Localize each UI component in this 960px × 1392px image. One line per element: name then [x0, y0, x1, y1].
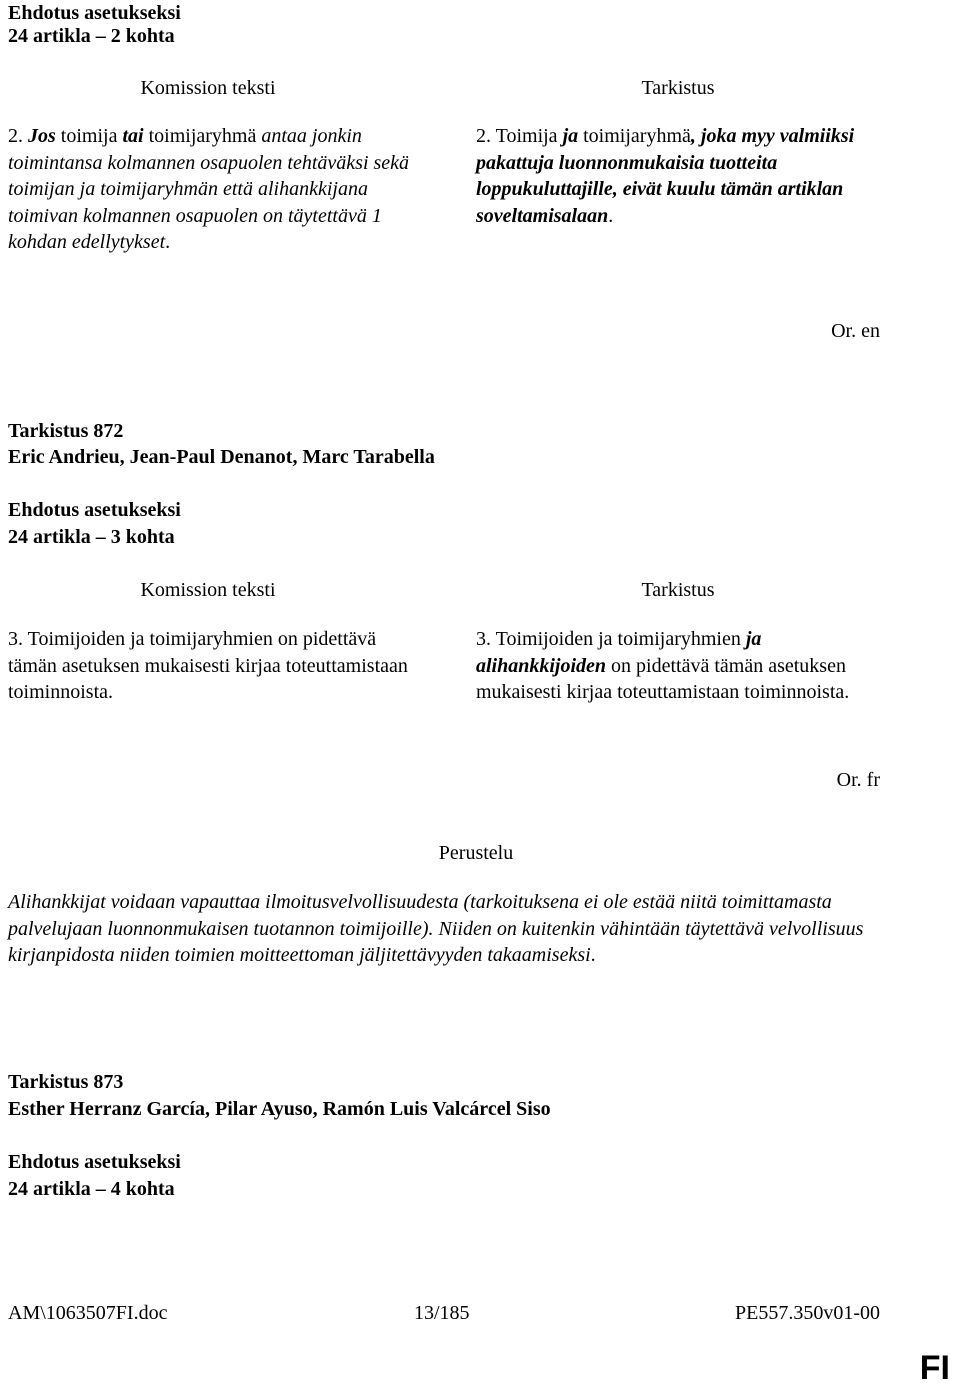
ehdotus-label-1: Ehdotus asetukseksi: [8, 2, 181, 24]
footer-pe-ref: PE557.350v01-00: [735, 1302, 880, 1324]
original-language-2: Or. fr: [836, 769, 880, 791]
komission-teksti-heading-2: Komission teksti: [140, 579, 276, 601]
artikla-label-2: 24 artikla – 3 kohta: [8, 526, 175, 548]
ehdotus-label-3: Ehdotus asetukseksi: [8, 1151, 181, 1173]
perustelu-heading: Perustelu: [438, 842, 514, 864]
commission-text-2: 2. Jos toimija tai toimijaryhmä antaa jonkin toimintansa kolmannen osapuolen tehtäväksi sekä toimijan ja toimijaryhmän että alihankkijana toimivan kolmannen osapuolen on täytettävä 1 kohdan edellytykset.: [8, 125, 410, 253]
footer-language-code: FI: [919, 1349, 950, 1387]
tarkistus-heading-2: Tarkistus: [641, 579, 715, 601]
amendment-873-authors: Esther Herranz García, Pilar Ayuso, Ramón Luis Valcárcel Siso: [8, 1098, 551, 1120]
justification-text: Alihankkijat voidaan vapauttaa ilmoitusvelvollisuudesta (tarkoituksena ei ole estää niitä toimittamasta palvelujaan luonnonmukaisen tuotannon toimijoille). Niiden on kuitenkin vähintään täytettävä velvollisuus kirjanpidosta niiden toimien moitteettoman jäljitettävyyden takaamiseksi.: [8, 891, 864, 966]
ehdotus-label-2: Ehdotus asetukseksi: [8, 499, 181, 521]
tarkistus-heading-1: Tarkistus: [641, 77, 715, 99]
artikla-label-1: 24 artikla – 2 kohta: [8, 25, 175, 47]
footer-page-number: 13/185: [414, 1302, 470, 1324]
amendment-872-title: Tarkistus 872: [8, 420, 124, 442]
artikla-label-3: 24 artikla – 4 kohta: [8, 1178, 175, 1200]
amendment-text-3: 3. Toimijoiden ja toimijaryhmien ja alihankkijoiden on pidettävä tämän asetuksen mukaisesti kirjaa toteuttamistaan toiminnoista.: [476, 628, 850, 703]
amendment-text-2: 2. Toimija ja toimijaryhmä, joka myy valmiiksi pakattuja luonnonmukaisia tuotteita loppukuluttajille, eivät kuulu tämän artiklan soveltamisalaan.: [476, 125, 855, 227]
amendment-872-authors: Eric Andrieu, Jean-Paul Denanot, Marc Tarabella: [8, 446, 435, 468]
original-language-1: Or. en: [831, 320, 880, 342]
komission-teksti-heading-1: Komission teksti: [140, 77, 276, 99]
commission-text-3: 3. Toimijoiden ja toimijaryhmien on pidettävä tämän asetuksen mukaisesti kirjaa toteuttamistaan toiminnoista.: [8, 628, 408, 703]
amendment-873-title: Tarkistus 873: [8, 1071, 124, 1093]
footer-doc-ref: AM\1063507FI.doc: [8, 1302, 168, 1324]
